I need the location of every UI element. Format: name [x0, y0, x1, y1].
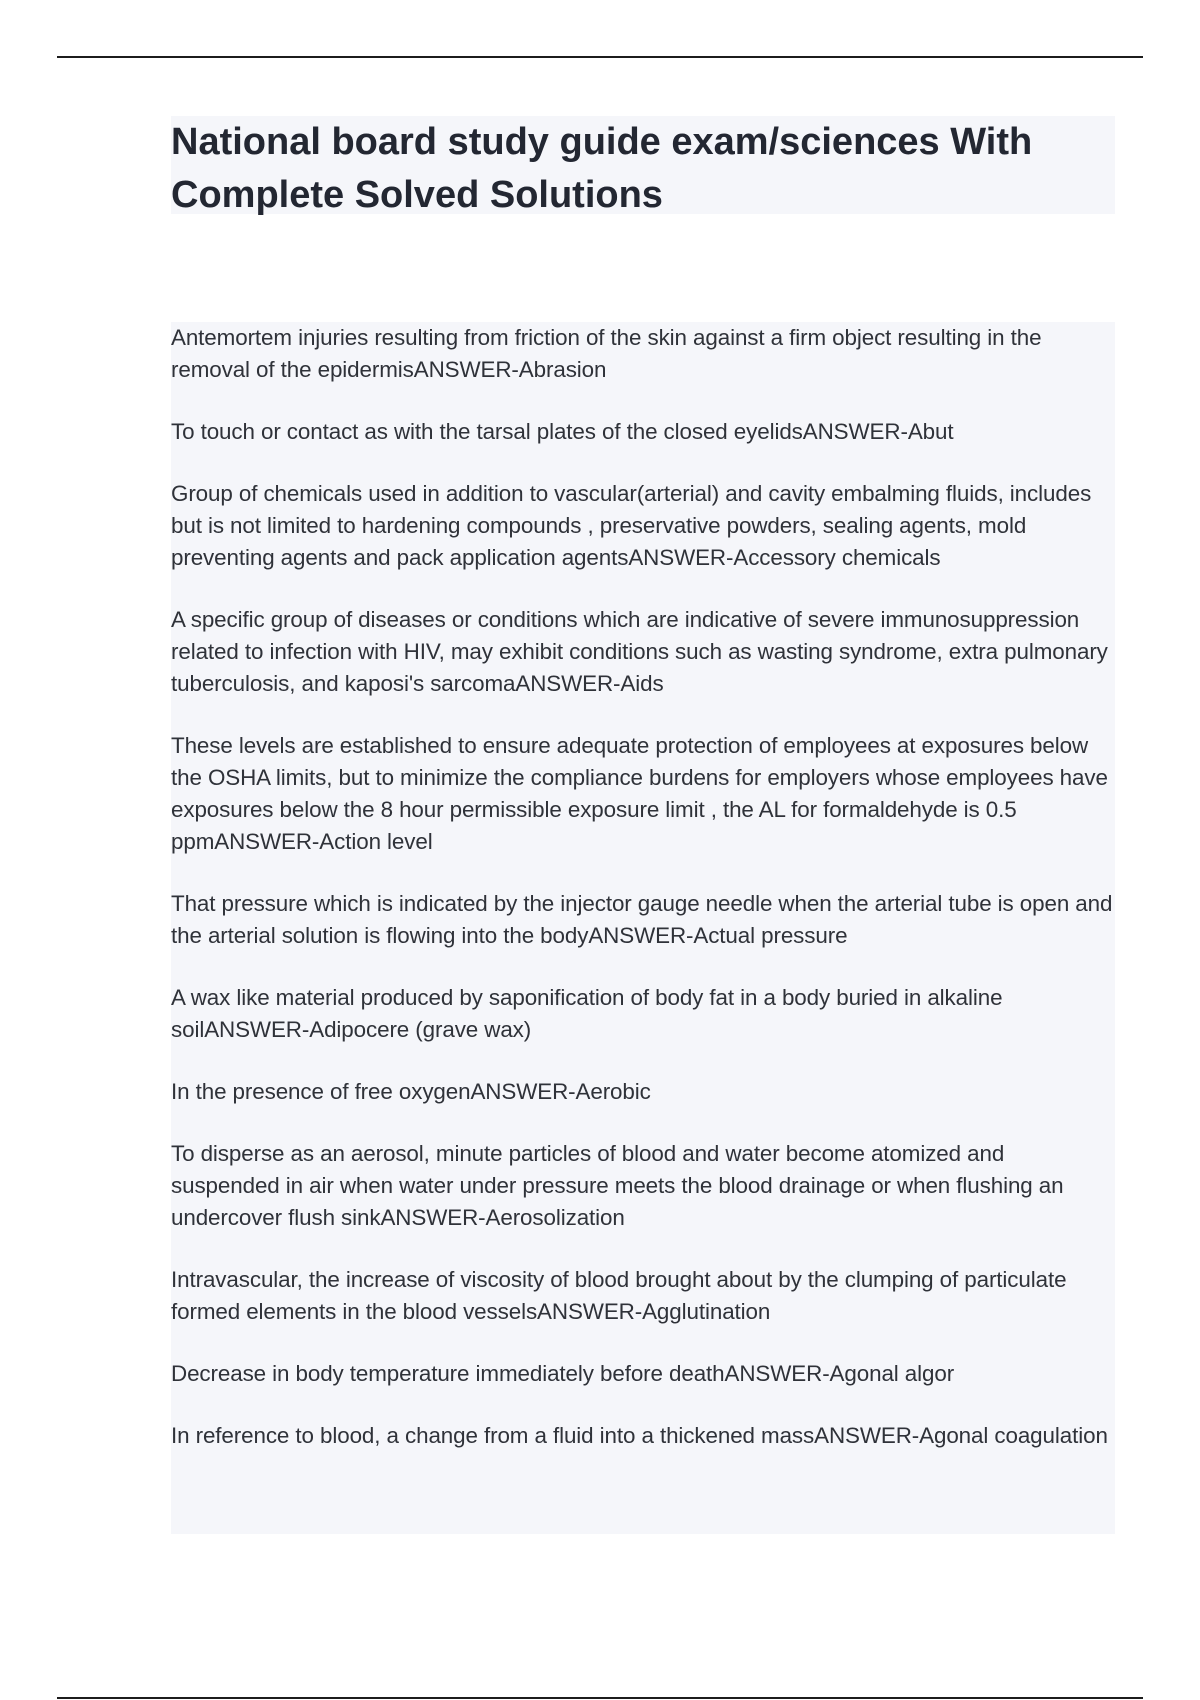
qa-list [171, 322, 1115, 1452]
qa-block [171, 322, 1115, 1534]
qa-entry: Antemortem injuries resulting from friction of the skin against a firm object resulting in the removal of the epidermisANSWER-Abrasion [171, 325, 1042, 382]
title-block [171, 116, 1115, 214]
top-rule [57, 56, 1143, 58]
bottom-rule [57, 1697, 1143, 1699]
qa-entry: A specific group of diseases or conditions which are indicative of severe immunosuppression related to infection with HIV, may exhibit conditions such as wasting syndrome, extra pulmonary tuberculosis, and kaposi's sarcomaANSWER-Aids [171, 607, 1108, 696]
qa-entry: In the presence of free oxygenANSWER-Aerobic [171, 1079, 651, 1104]
qa-entry: Group of chemicals used in addition to vascular(arterial) and cavity embalming fluids, includes but is not limited to hardening compounds , preservative powders, sealing agents, mold preventing agents and pack application agentsANSWER-Accessory chemicals [171, 481, 1092, 570]
qa-entry: A wax like material produced by saponification of body fat in a body buried in alkaline soilANSWER-Adipocere (grave wax) [171, 985, 1003, 1042]
document-title: National board study guide exam/sciences With Complete Solved Solutions [171, 121, 1033, 216]
qa-entry: That pressure which is indicated by the injector gauge needle when the arterial tube is open and the arterial solution is flowing into the bodyANSWER-Actual pressure [171, 891, 1113, 948]
qa-entry: These levels are established to ensure adequate protection of employees at exposures below the OSHA limits, but to minimize the compliance burdens for employers whose employees have exposures below the 8 hour permissible exposure limit , the AL for formaldehyde is 0.5 ppmANSWER-Action level [171, 733, 1108, 854]
qa-entry: Decrease in body temperature immediately before deathANSWER-Agonal algor [171, 1361, 955, 1386]
qa-entry: To touch or contact as with the tarsal plates of the closed eyelidsANSWER-Abut [171, 419, 954, 444]
qa-entry: To disperse as an aerosol, minute particles of blood and water become atomized and suspended in air when water under pressure meets the blood drainage or when flushing an undercover flush sinkANSWER-Aerosolization [171, 1141, 1064, 1230]
qa-entry: In reference to blood, a change from a fluid into a thickened massANSWER-Agonal coagulation [171, 1423, 1108, 1448]
qa-entry: Intravascular, the increase of viscosity of blood brought about by the clumping of particulate formed elements in the blood vesselsANSWER-Agglutination [171, 1267, 1067, 1324]
